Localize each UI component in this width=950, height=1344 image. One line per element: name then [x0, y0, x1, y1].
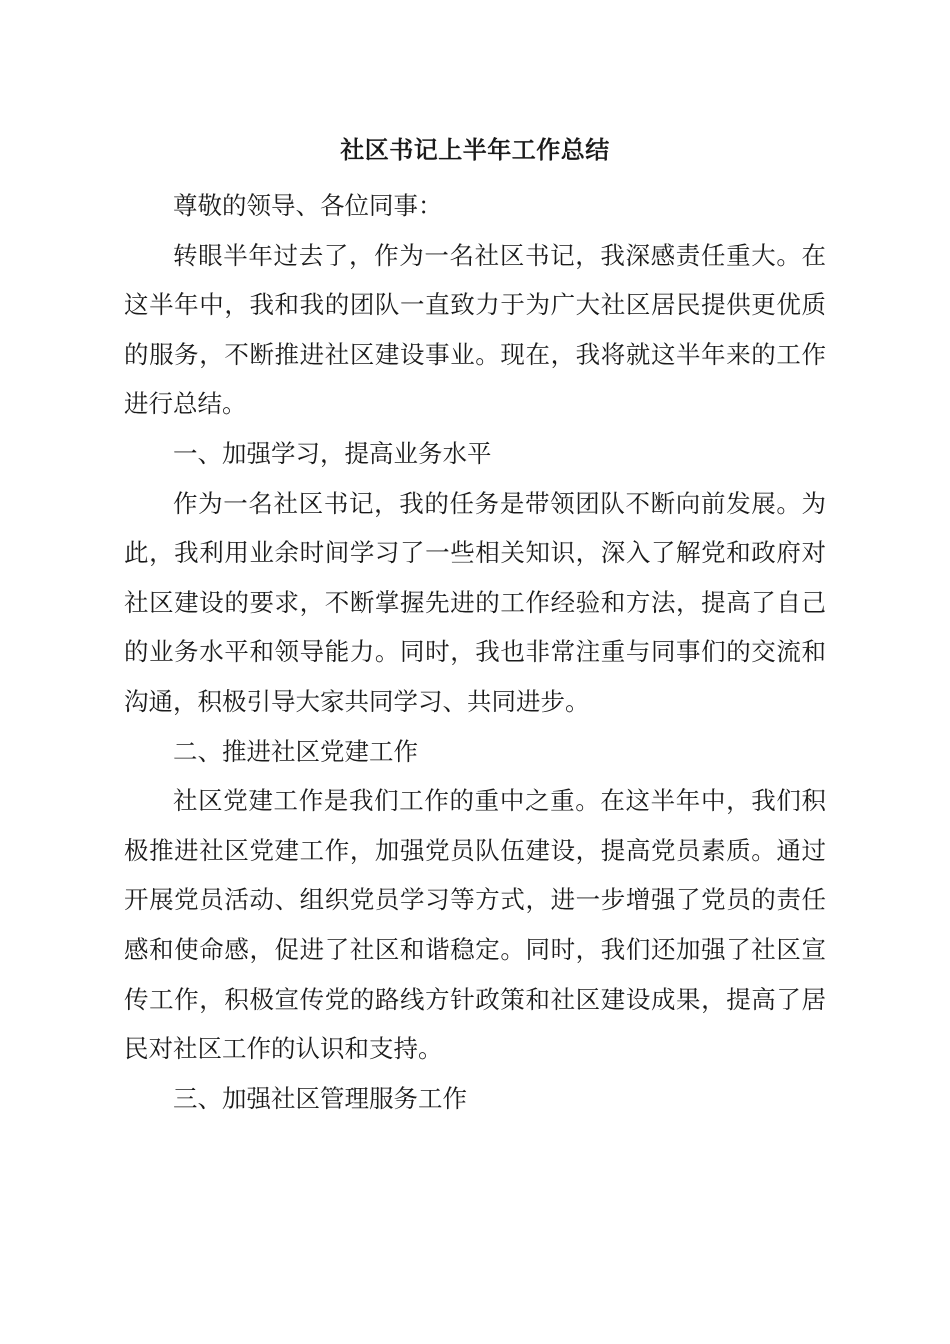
section-heading-3: 三、加强社区管理服务工作 — [173, 1083, 467, 1113]
section-heading-2: 二、推进社区党建工作 — [173, 736, 418, 766]
document-body — [124, 181, 826, 1123]
section-1-paragraph: 作为一名社区书记，我的任务是带领团队不断向前发展。为此，我利用业余时间学习了一些相关知识，深入了解党和政府对社区建设的要求，不断掌握先进的工作经验和方法，提高了自己的业务水平和领导能力。同时，我也非常注重与同事们的交流和沟通，积极引导大家共同学习、共同进步。 — [124, 488, 826, 716]
salutation-paragraph: 尊敬的领导、各位同事： — [173, 191, 443, 220]
document-title: 社区书记上半年工作总结 — [340, 136, 610, 164]
section-heading-1: 一、加强学习，提高业务水平 — [173, 438, 492, 468]
section-2-paragraph: 社区党建工作是我们工作的重中之重。在这半年中，我们积极推进社区党建工作，加强党员队伍建设，提高党员素质。通过开展党员活动、组织党员学习等方式，进一步增强了党员的责任感和使命感，促进了社区和谐稳定。同时，我们还加强了社区宣传工作，积极宣传党的路线方针政策和社区建设成果，提高了居民对社区工作的认识和支持。 — [124, 786, 826, 1064]
intro-paragraph: 转眼半年过去了，作为一名社区书记，我深感责任重大。在这半年中，我和我的团队一直致力于为广大社区居民提供更优质的服务，不断推进社区建设事业。现在，我将就这半年来的工作进行总结。 — [124, 240, 826, 419]
